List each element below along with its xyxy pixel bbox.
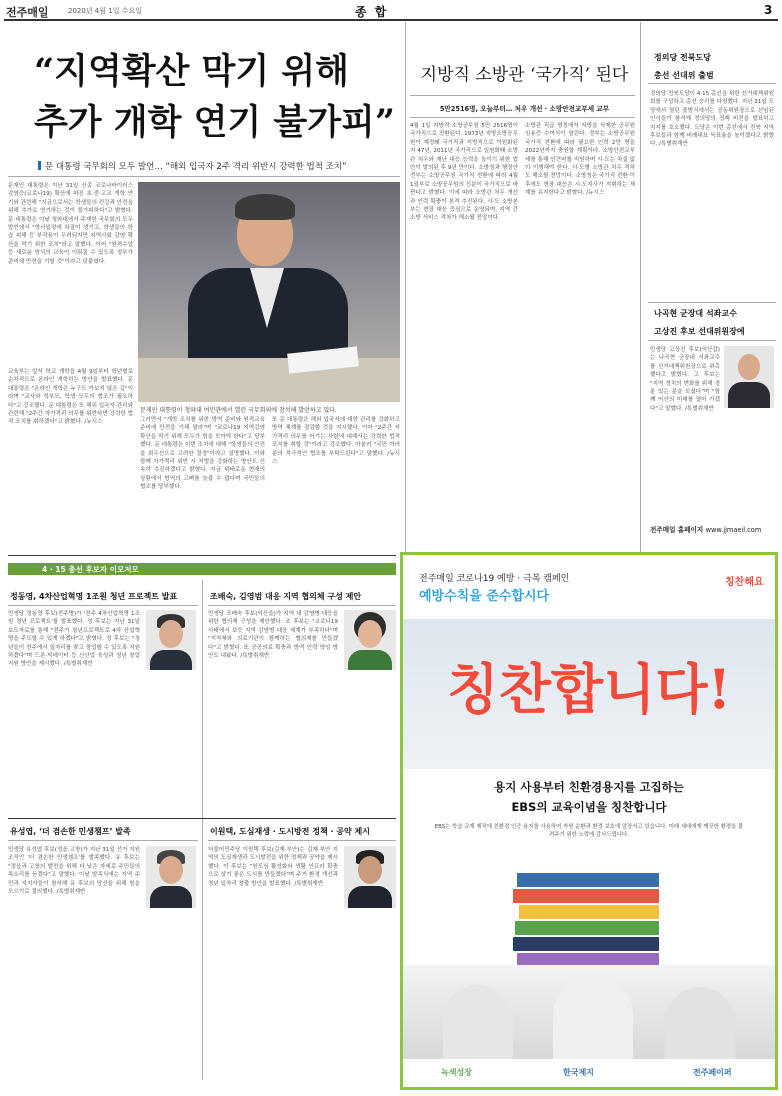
ad-line2: EBS의 교육이념을 칭찬합니다 — [511, 800, 667, 814]
c2-photo — [344, 610, 396, 670]
ad-big-title: 칭찬합니다! — [446, 657, 732, 721]
sidebar-divider — [640, 22, 641, 552]
main-col1-text-bottom: 교육부는 앞서 학교 개학을 4월 9일부터 학년별로 순차적으로 온라인 개학하는 방안을 발표했다. 문 대통령은 "온라인 개학은 누구도 가보지 않은 길"이라며 "교사와 학부모, 학생 모두의 협조가 필요하다"고 강조했다. 문 대통령은 또 해외 입국자 관리와 관련해 "2주간 자가격리 의무를 위반하면 강력한 법적 조치를 취하겠다"고 밝혔다. /뉴시스 — [8, 369, 133, 426]
c1-photo-body — [150, 650, 192, 670]
photo-caption: 문재인 대통령이 청와대 여민관에서 열린 국무회의에 참석해 발언하고 있다. — [140, 407, 337, 414]
fire-col1-text: 4월 1일 지방직 소방공무원 5만 2516명이 국가직으로 전환된다. 1973년 지방소방공무원이 제정돼 국가직과 지방직으로 이원화된 지 47년, 2011년 국가직으로 일원화돼 소방관 처우와 재난 대응 능력을 높이기 위한 법안이 발의된 후 9년 만이다. 소방청과 행정안전부는 소방공무원 국가직 전환에 따라 4월 1일부로 소방공무원의 신분이 국가직으로 바뀐다고 밝혔다. 이에 따라 소방관 처우 개선과 인력 확충이 본격 추진된다. 시·도 소방본부는 현장 대응 중심으로 운영되며, 지역 간 소방 서비스 격차가 해소될 전망이다. — [410, 123, 518, 222]
sidebar-footer — [650, 524, 778, 534]
sidebar1-text: 정의당 전북도당이 4·15 총선을 위한 선거대책위원회를 구성하고 총선 승리를 다짐했다. 지난 31일 도당에서 열린 출범식에서는 공동위원장으로 선임된 인사들이 참석해 정의당의 정책 비전을 발표하고 지지를 호소했다. 도당은 이번 총선에서 전북 지역 후보들과 함께 비례대표 득표율을 높이겠다고 밝혔다. /특별취재반 — [650, 91, 774, 148]
c3-title: 유성엽, ‘더 겸손한 민생챔프’ 발족 — [10, 827, 131, 836]
sidebar2-subheading: 고상진 후보 선대위원장에 — [654, 327, 745, 336]
c3-title-rule — [8, 840, 198, 841]
main-headline-line1: “지역확산 막기 위해 — [34, 51, 349, 92]
sidebar2-photo — [724, 346, 774, 408]
sidebar-mid-rule — [648, 302, 776, 303]
c1-text: 민생당 정동영 후보(전주병)가 '전주 4차산업혁명 1조원 청년 프로젝트'를 발표했다. 정 후보는 지난 31일 보도자료를 통해 "전주가 청년프로젝트로 4차 산업혁명을 주도할 수 있게 하겠다"고 밝혔다. 정 후보는 "청년들이 전주에서 일자리를 찾고 창업할 수 있도록 지원하겠다"며 드론·빅데이터 등 신산업 육성과 청년 창업 지원 방안을 제시했다. /특별취재반 — [8, 611, 140, 668]
sidebar1-heading: 정의당 전북도당 — [654, 53, 711, 62]
fire-subhead: 5만2516명, 오늘부터… 처우 개선 · 소방안전교부세 교부 — [439, 105, 610, 113]
hand-mid — [553, 975, 633, 1065]
masthead-rule — [4, 19, 778, 21]
ad-body: EBS는 학습 교재 제작에 친환경 인증 용지를 사용하여 자원 순환과 환경 보호에 앞장서고 있습니다. 미래 세대에게 깨끗한 환경을 물려주기 위한 노력에 감사드립니다. — [434, 824, 744, 838]
election-mid-rule — [8, 818, 396, 819]
c4-photo-body — [348, 886, 392, 908]
sponsor-2: 한국제지 — [563, 1068, 594, 1077]
election-col-divider — [202, 580, 203, 1080]
main-subhead — [38, 160, 398, 172]
issue-date: 2020년 4월 1일 수요일 — [68, 7, 142, 15]
president-photo — [138, 182, 400, 402]
c3-photo-face — [159, 856, 183, 884]
c4-title-rule — [208, 840, 396, 841]
book-4 — [515, 921, 659, 935]
fire-headline: 지방직 소방관 ‘국가직’ 된다 — [420, 65, 629, 85]
sponsor-3: 전주페이퍼 — [693, 1068, 732, 1077]
sidebar2-text: 민생당 고상진 후보(익산갑)는 나곡현 군장대 석좌교수를 선거대책위원장으로 위촉했다고 밝혔다. 고 후보는 "지역 정치의 변화를 위해 경륜 있는 분을 모셨다"며 "함께 익산의 미래를 열어 가겠다"고 말했다. /특별취재반 — [650, 347, 720, 412]
fire-headline-rule — [410, 95, 635, 96]
c2-text: 민생당 조배숙 후보(익산을)가 지역 내 감염병 대응을 위한 협의체 구성을 제안했다. 조 후보는 "코로나19 사태에서 보듯 지역 감염병 대응 체계가 부족하다"며 "지자체와 의료기관이 함께하는 협의체를 만들겠다"고 밝혔다. 또 공공의료 확충과 방역 인력 양성 방안도 내놨다. /특별취재반 — [208, 611, 338, 660]
ad-top-line: 전주매일 코로나19 예방 · 극복 캠페인 — [419, 574, 570, 584]
c1-photo — [146, 610, 196, 670]
c4-text: 더불어민주당 이원택 후보(김제·부안)는 김제·부안 지역의 도심재생과 도시발전을 위한 정책과 공약을 제시했다. 이 후보는 "원도심 활성화와 생활 인프라 확충으로 살기 좋은 도시를 만들겠다"며 주거 환경 개선과 청년 일자리 창출 방안을 발표했다. /특별취재반 — [208, 847, 338, 887]
c2-title-rule — [208, 605, 396, 606]
fire-col2-text: 소방관 직급 명칭에서 지방을 삭제한 공무원 임용증 수여식이 열린다. 정부는 소방공무원 국가직 전환에 따라 필요한 인력 2만 명을 2022년까지 충원할 계획이다. 소방안전교부세를 통해 인건비를 지원하며 시·도는 차질 없이 이행해야 한다. 시·도별 소방관 처우 격차도 해소될 전망이다. 소방청은 국가직 전환 이후에도 현장 대응은 시·도지사가 지휘하는 체계를 유지한다고 밝혔다. /뉴시스 — [525, 123, 635, 197]
main-col3-text: 또 문 대통령은 해외 입국자에 대한 관리를 강화하고 방역 체계를 점검할 것을 지시했다. 이어 "2주간 자가격리 의무를 어기는 사람에 대해서는 강력한 법적 조치를 취할 것"이라고 강조했다. 아울러 "국민 여러분의 적극적인 협조를 부탁드린다"고 말했다. /뉴시스 — [272, 417, 400, 466]
ad-books — [513, 873, 663, 965]
ad-box — [400, 552, 778, 1090]
section-name: 종 합 — [355, 5, 389, 19]
fire-left-divider — [405, 22, 406, 552]
c1-photo-face — [159, 620, 183, 648]
c1-title-rule — [8, 605, 198, 606]
c2-title: 조배숙, 김영범 대응 지역 협의체 구성 제안 — [210, 592, 362, 601]
book-6 — [517, 953, 659, 965]
book-5 — [513, 937, 659, 951]
main-subhead-rule — [8, 176, 400, 177]
photo-person-hair — [235, 194, 295, 220]
book-2 — [513, 889, 659, 903]
book-1 — [517, 873, 659, 887]
sidebar2-photo-head — [738, 354, 760, 380]
ad-line1: 용지 사용부터 친환경용지를 고집하는 — [494, 780, 684, 794]
photo-table — [138, 358, 400, 402]
main-col2-text: 그러면서 "개학 조치를 위한 방역 준비와 원격교육 준비에 만전을 기해 달라"며 "코로나19 지역감염 확산을 막기 위해 모두가 힘을 모아야 한다"고 당부했다. 문 대통령은 이번 조치에 대해 "학생들의 안전을 최우선으로 고려한 결정"이라고 설명했다. 이와 함께 자가격리 위반 시 처벌을 강화하는 방안도 신속히 추진하겠다고 밝혔다. 지금 위태로운 현재의 상황에서 방역의 고삐를 늦출 수 없다며 국민들의 협조를 당부했다. — [140, 417, 265, 491]
election-top-rule — [8, 555, 396, 556]
c3-photo-body — [150, 886, 192, 908]
paper-name: 전주매일 — [6, 6, 49, 19]
hand-right — [665, 987, 735, 1067]
election-banner-text: 4 · 15 총선 후보자 이모저모 — [42, 565, 139, 574]
book-3 — [519, 905, 659, 919]
ad-hero — [403, 619, 775, 769]
page-number: 3 — [764, 3, 773, 17]
ad-sponsor-bar — [403, 1059, 775, 1087]
main-col1-text-top: 문재인 대통령은 지난 31일 신종 코로나바이러스 감염증(코로나19) 확산에 따른 초·중·고교 개학 연기와 관련해 "지금으로서는 학생들의 건강과 안전을 위해 추가로 연기하는 것이 불가피하다"고 밝혔다. 문 대통령은 이날 청와대에서 주재한 국무회의 모두발언에서 "학사일정에 차질이 생기고, 학생들의 학습 피해 등 부작용이 우려되지만 지역사회 감염 확산을 막기 위한 조치"라고 말했다. 이어 "원격수업 등 새로운 방식의 교육이 이뤄질 수 있도록 정부가 준비에 만전을 기할 것"이라고 덧붙였다. — [8, 183, 133, 265]
sponsor-1: 녹색성장 — [441, 1068, 472, 1077]
hand-left — [443, 985, 513, 1065]
c3-photo — [146, 846, 196, 908]
c1-title: 정동영, 4차산업혁명 1조원 청년 프로젝트 발표 — [10, 592, 178, 601]
sidebar1-subheading: 총선 선대위 출범 — [654, 71, 714, 80]
sidebar2-rule — [648, 340, 776, 341]
c2-photo-face — [358, 620, 382, 648]
subhead-accent — [38, 161, 41, 170]
c4-photo — [344, 846, 396, 908]
c4-title: 이원택, 도심재생 · 도시방전 정책 · 공약 제시 — [210, 827, 370, 836]
fire-subhead-rule — [410, 117, 635, 118]
c4-photo-face — [358, 856, 382, 884]
c3-text: 민생당 유성엽 후보(정읍·고창)가 지난 31일 선거 지원 조직인 '더 겸손한 민생챔프'를 발족했다. 유 후보는 "정읍과 고창의 발전을 위해 더 낮은 자세로 주민들의 목소리를 듣겠다"고 말했다. 이날 발족식에는 지역 주민과 지지자들이 참석해 유 후보의 당선을 위해 힘을 모으기로 결의했다. /특별취재반 — [8, 847, 140, 896]
sidebar2-heading: 나곡현 군장대 석좌교수 — [654, 309, 737, 318]
ad-clapping-hands — [403, 965, 775, 1059]
subhead-text: 문 대통령 국무회의 모두 발언… “해외 입국자 2주 격리 위반시 강력한 법적 조치” — [45, 162, 347, 172]
homepage-label: 전주매일 홈페이지 — [650, 526, 704, 534]
homepage-url[interactable]: www.jjmaeil.com — [705, 526, 762, 534]
sidebar2-photo-body — [728, 382, 770, 408]
ad-logo: 칭찬해요 — [725, 577, 764, 588]
c2-photo-body — [348, 650, 392, 670]
election-banner — [8, 563, 396, 575]
sidebar1-rule — [648, 83, 776, 84]
ad-slogan: 예방수칙을 준수합시다 — [419, 589, 550, 604]
main-headline-line2: 추가 개학 연기 불가피” — [34, 102, 395, 143]
